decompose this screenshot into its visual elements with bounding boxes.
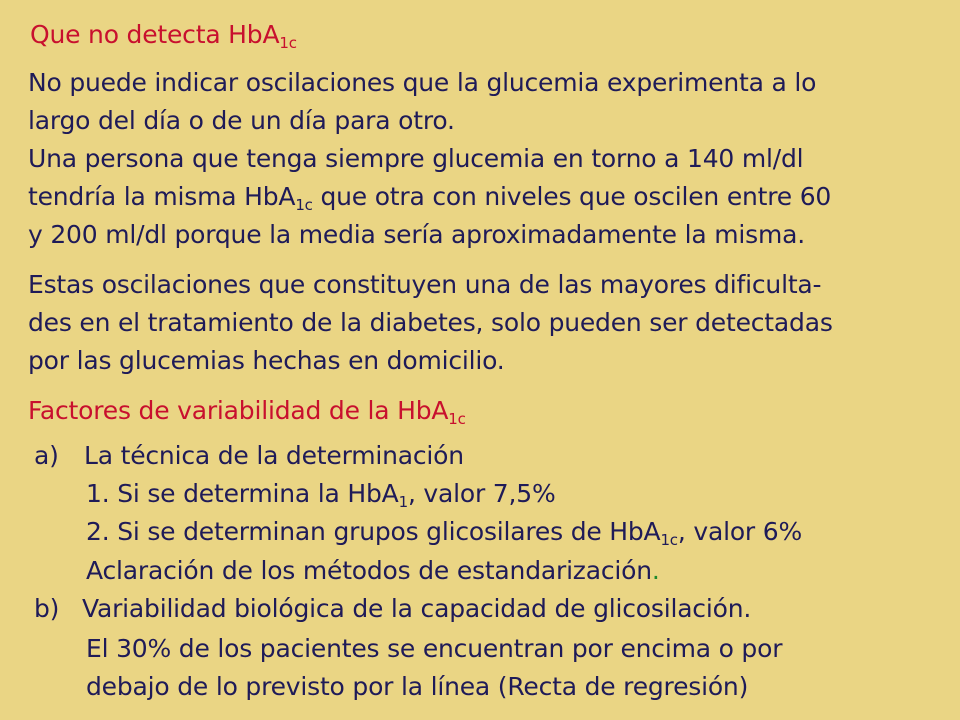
item-a-title: La técnica de la determinación bbox=[84, 441, 464, 470]
p2-line2: tendría la misma HbA$_{1c}$ que otra con niveles que oscilen entre 60 bbox=[28, 182, 832, 214]
item-b-marker: b) bbox=[34, 594, 60, 623]
item-a-sub2: 2. Si se determinan grupos glicosilares de HbA$_{1c}$, valor 6% bbox=[86, 517, 802, 549]
p1-line2: largo del día o de un día para otro. bbox=[28, 106, 455, 135]
p1-line1: No puede indicar oscilaciones que la glucemia experimenta a lo bbox=[28, 68, 817, 97]
item-a-note: Aclaración de los métodos de estandarización. bbox=[86, 556, 660, 585]
p2-line3: y 200 ml/dl porque la media sería aproximadamente la misma. bbox=[28, 220, 805, 249]
heading-no-detecta bbox=[30, 20, 297, 50]
heading-text: Que no detecta HbA bbox=[30, 20, 280, 49]
item-b-line2: debajo de lo previsto por la línea (Recta de regresión) bbox=[86, 672, 749, 701]
item-a-sub1: 1. Si se determina la HbA$_1$, valor 7,5% bbox=[86, 479, 556, 511]
p3-line2: des en el tratamiento de la diabetes, solo pueden ser detectadas bbox=[28, 308, 833, 337]
accent-dot: . bbox=[651, 556, 660, 585]
item-b-line1: El 30% de los pacientes se encuentran por encima o por bbox=[86, 634, 783, 663]
p3-line3: por las glucemias hechas en domicilio. bbox=[28, 346, 505, 375]
item-a-marker: a) bbox=[34, 441, 59, 470]
p2-line1: Una persona que tenga siempre glucemia en torno a 140 ml/dl bbox=[28, 144, 804, 173]
p3-line1: Estas oscilaciones que constituyen una de las mayores dificulta- bbox=[28, 270, 822, 299]
heading-factores: Factores de variabilidad de la HbA$_{1c}$ bbox=[28, 396, 466, 428]
item-b-title: Variabilidad biológica de la capacidad de glicosilación. bbox=[82, 594, 752, 623]
heading-subscript: 1c bbox=[279, 34, 297, 52]
